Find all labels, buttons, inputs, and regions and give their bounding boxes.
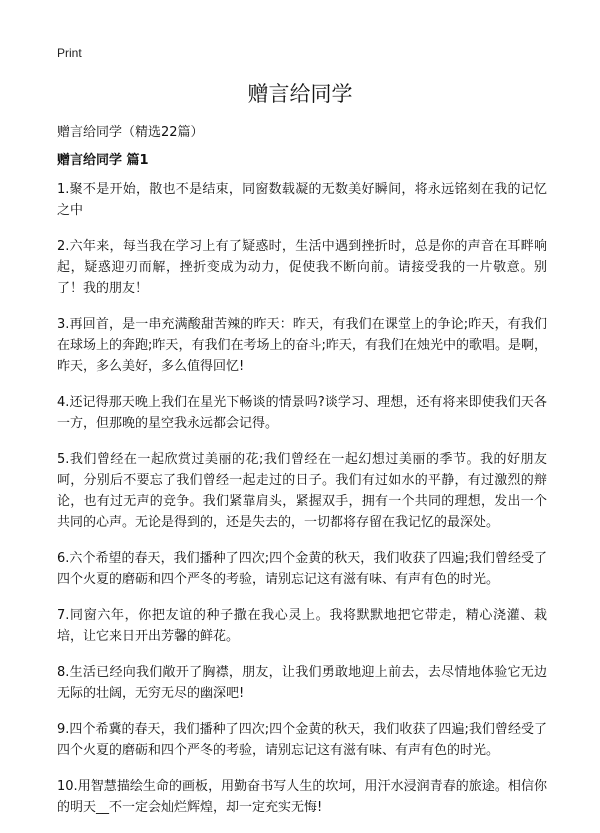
section-heading: 赠言给同学 篇1 [57,153,149,168]
paragraph-10: 10.用智慧描绘生命的画板，用勤奋书写人生的坎坷，用汗水浸润青春的旅途。相信你的明天__不一定会灿烂辉煌，却一定充实无悔! [57,779,547,815]
paragraph-6: 6.六个希望的春天，我们播种了四次;四个金黄的秋天，我们收获了四遍;我们曾经受了四个火夏的磨砺和四个严冬的考验，请别忘记这有滋有味、有声有色的时光。 [57,551,547,587]
paragraph-1: 1.聚不是开始，散也不是结束，同窗数载凝的无数美好瞬间，将永远铭刻在我的记忆之中 [57,182,547,218]
document-body [57,179,547,833]
page-title: 赠言给同学 [247,82,353,106]
paragraph-8: 8.生活已经向我们敞开了胸襟，朋友，让我们勇敢地迎上前去，去尽情地体验它无边无际的壮阔，无穷无尽的幽深吧! [57,665,547,701]
paragraph-5: 5.我们曾经在一起欣赏过美丽的花;我们曾经在一起幻想过美丽的季节。我的好朋友呵，分别后不要忘了我们曾经一起走过的日子。我们有过如水的平静，有过激烈的辩论，也有过无声的竞争。我们紧靠肩头，紧握双手，拥有一个共同的理想，发出一个共同的心声。无论是得到的，还是失去的，一切都将存留在我记忆的最深处。 [57,452,547,530]
paragraph-4: 4.还记得那天晚上我们在星光下畅谈的情景吗?谈学习、理想，还有将来即使我们天各一方，但那晚的星空我永远都会记得。 [57,395,547,431]
print-link[interactable]: Print [57,46,82,60]
paragraph-7: 7.同窗六年，你把友谊的种子撒在我心灵上。我将默默地把它带走，精心浇灌、栽培，让它来日开出芳馨的鲜花。 [57,608,547,644]
paragraph-9: 9.四个希冀的春天，我们播种了四次;四个金黄的秋天，我们收获了四遍;我们曾经受了四个火夏的磨砺和四个严冬的考验，请别忘记这有滋有味、有声有色的时光。 [57,722,547,758]
paragraph-2: 2.六年来，每当我在学习上有了疑惑时，生活中遇到挫折时，总是你的声音在耳畔响起，疑惑迎刃而解，挫折变成为动力，促使我不断向前。请接受我的一片敬意。别了！我的朋友！ [57,239,547,296]
paragraph-3: 3.再回首，是一串充满酸甜苦辣的昨天：昨天，有我们在课堂上的争论;昨天，有我们在球场上的奔跑;昨天，有我们在考场上的奋斗;昨天，有我们在烛光中的歌唱。是啊，昨天，多么美好，多么值得回忆! [57,317,547,374]
document-subtitle: 赠言给同学（精选22篇） [57,125,204,140]
